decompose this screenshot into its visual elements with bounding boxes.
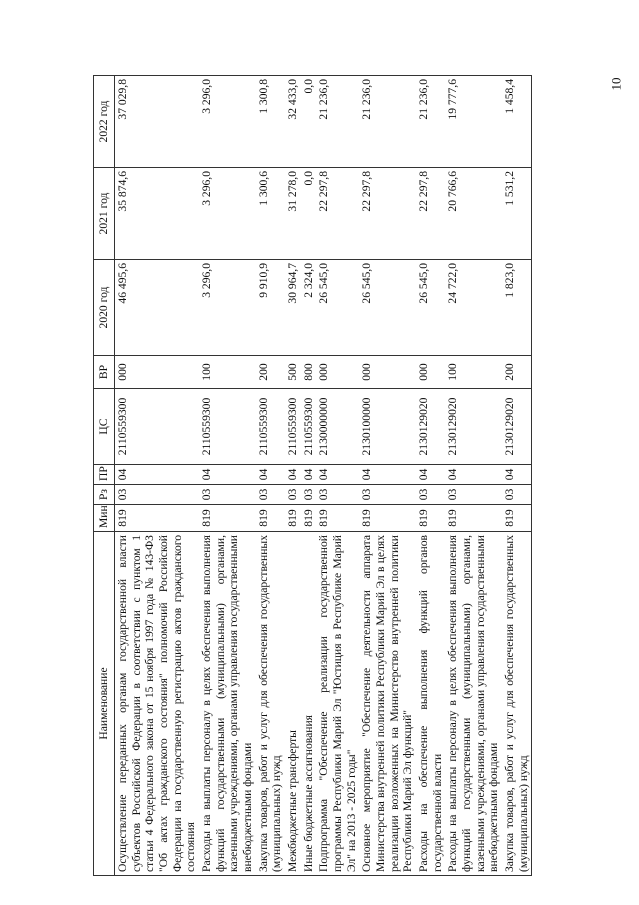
header-rz: Рз [94, 485, 115, 505]
cell-cs: 2130129020 [445, 389, 502, 465]
cell-vr: 500 [285, 356, 301, 389]
cell-name: Подпрограмма "Обеспечение реализации государственной программы Республики Марий Эл "Юстиция в Республике Марий Эл" на 2013 - 2025 годы" [316, 532, 359, 876]
cell-pr: 04 [316, 465, 359, 485]
cell-y2020: 26 545,0 [359, 260, 416, 356]
cell-y2021: 1 300,6 [256, 168, 285, 260]
cell-y2020: 1 823,0 [502, 260, 532, 356]
cell-min: 819 [502, 505, 532, 532]
cell-y2022: 1 458,4 [502, 76, 532, 168]
cell-cs: 2110559300 [301, 389, 317, 465]
cell-cs: 2130129020 [502, 389, 532, 465]
cell-rz: 03 [256, 485, 285, 505]
cell-y2020: 9 910,9 [256, 260, 285, 356]
table-row [445, 76, 502, 876]
header-vr: ВР [94, 356, 115, 389]
cell-y2022: 21 236,0 [316, 76, 359, 168]
cell-rz: 03 [285, 485, 301, 505]
cell-name: Закупка товаров, работ и услуг для обеспечения государственных (муниципальных) нужд [502, 532, 532, 876]
cell-cs: 2110559300 [285, 389, 301, 465]
budget-table [93, 75, 532, 876]
cell-rz: 03 [359, 485, 416, 505]
cell-y2021: 20 766,6 [445, 168, 502, 260]
header-pr: ПР [94, 465, 115, 485]
cell-y2022: 0,0 [301, 76, 317, 168]
cell-min: 819 [316, 505, 359, 532]
header-2022: 2022 год [94, 76, 115, 168]
cell-y2020: 2 324,0 [301, 260, 317, 356]
cell-vr: 000 [359, 356, 416, 389]
cell-rz: 03 [115, 485, 200, 505]
cell-y2020: 3 296,0 [199, 260, 256, 356]
cell-vr: 000 [316, 356, 359, 389]
cell-y2020: 24 722,0 [445, 260, 502, 356]
page-number: 10 [608, 77, 624, 91]
cell-vr: 000 [115, 356, 200, 389]
cell-pr: 04 [445, 465, 502, 485]
header-row [94, 76, 115, 876]
cell-pr: 04 [416, 465, 445, 485]
cell-y2021: 35 874,6 [115, 168, 200, 260]
cell-min: 819 [285, 505, 301, 532]
cell-name: Расходы на выплаты персоналу в целях обеспечения выполнения функций государственными (муниципальными) органами, казенными учреждениями, органами управления государственными внебюджетными фондами [445, 532, 502, 876]
cell-cs: 2110559300 [115, 389, 200, 465]
cell-pr: 04 [301, 465, 317, 485]
cell-pr: 04 [199, 465, 256, 485]
cell-pr: 04 [256, 465, 285, 485]
cell-pr: 04 [502, 465, 532, 485]
cell-vr: 800 [301, 356, 317, 389]
cell-y2022: 21 236,0 [416, 76, 445, 168]
cell-y2022: 37 029,8 [115, 76, 200, 168]
cell-name: Закупка товаров, работ и услуг для обеспечения государственных (муниципальных) нужд [256, 532, 285, 876]
cell-cs: 2130100000 [359, 389, 416, 465]
cell-cs: 2130000000 [316, 389, 359, 465]
table-row [502, 76, 532, 876]
cell-rz: 03 [445, 485, 502, 505]
cell-min: 819 [115, 505, 200, 532]
cell-vr: 100 [199, 356, 256, 389]
table-row [416, 76, 445, 876]
table-row [199, 76, 256, 876]
header-2020: 2020 год [94, 260, 115, 356]
cell-min: 819 [199, 505, 256, 532]
cell-min: 819 [416, 505, 445, 532]
cell-y2021: 31 278,0 [285, 168, 301, 260]
cell-y2021: 3 296,0 [199, 168, 256, 260]
cell-vr: 200 [502, 356, 532, 389]
cell-y2021: 0,0 [301, 168, 317, 260]
table-row [256, 76, 285, 876]
cell-pr: 04 [115, 465, 200, 485]
cell-y2022: 32 433,0 [285, 76, 301, 168]
rotated-table-container [93, 76, 617, 876]
cell-min: 819 [359, 505, 416, 532]
cell-cs: 2110559300 [199, 389, 256, 465]
cell-y2020: 46 495,6 [115, 260, 200, 356]
cell-min: 819 [301, 505, 317, 532]
cell-y2020: 30 964,7 [285, 260, 301, 356]
cell-rz: 03 [416, 485, 445, 505]
cell-vr: 200 [256, 356, 285, 389]
cell-y2021: 1 531,2 [502, 168, 532, 260]
cell-y2022: 3 296,0 [199, 76, 256, 168]
cell-name: Осуществление переданных органам государственной власти субъектов Российской Федерации в соответствии с пунктом 1 статьи 4 Федерального закона от 15 ноября 1997 года № 143-ФЗ "Об актах гражданского состояния" полномочий Российской Федерации на государственную регистрацию актов гражданского состояния [115, 532, 200, 876]
table-row [115, 76, 200, 876]
cell-y2021: 22 297,8 [316, 168, 359, 260]
cell-y2022: 19 777,6 [445, 76, 502, 168]
header-2021: 2021 год [94, 168, 115, 260]
cell-vr: 100 [445, 356, 502, 389]
table-row [285, 76, 301, 876]
header-cs: ЦС [94, 389, 115, 465]
cell-cs: 2110559300 [256, 389, 285, 465]
cell-y2021: 22 297,8 [359, 168, 416, 260]
cell-vr: 000 [416, 356, 445, 389]
cell-rz: 03 [316, 485, 359, 505]
cell-y2021: 22 297,8 [416, 168, 445, 260]
cell-name: Основное мероприятие "Обеспечение деятельности аппарата Министерства внутренней политики Республики Марий Эл в целях реализации возложенных на Министерство внутренней политики Республики Марий Эл функций" [359, 532, 416, 876]
cell-cs: 2130129020 [416, 389, 445, 465]
cell-min: 819 [445, 505, 502, 532]
table-row [359, 76, 416, 876]
table-row [301, 76, 317, 876]
header-min: Мин [94, 505, 115, 532]
header-name: Наименование [94, 532, 115, 876]
cell-y2020: 26 545,0 [416, 260, 445, 356]
cell-rz: 03 [199, 485, 256, 505]
cell-y2020: 26 545,0 [316, 260, 359, 356]
cell-name: Расходы на выплаты персоналу в целях обеспечения выполнения функций государственными (муниципальными) органами, казенными учреждениями, органами управления государственными внебюджетными фондами [199, 532, 256, 876]
cell-y2022: 21 236,0 [359, 76, 416, 168]
cell-y2022: 1 300,8 [256, 76, 285, 168]
cell-name: Расходы на обеспечение выполнения функций органов государственной власти [416, 532, 445, 876]
cell-pr: 04 [285, 465, 301, 485]
cell-rz: 03 [301, 485, 317, 505]
table-row [316, 76, 359, 876]
cell-name: Иные бюджетные ассигнования [301, 532, 317, 876]
cell-name: Межбюджетные трансферты [285, 532, 301, 876]
cell-pr: 04 [359, 465, 416, 485]
cell-min: 819 [256, 505, 285, 532]
cell-rz: 03 [502, 485, 532, 505]
